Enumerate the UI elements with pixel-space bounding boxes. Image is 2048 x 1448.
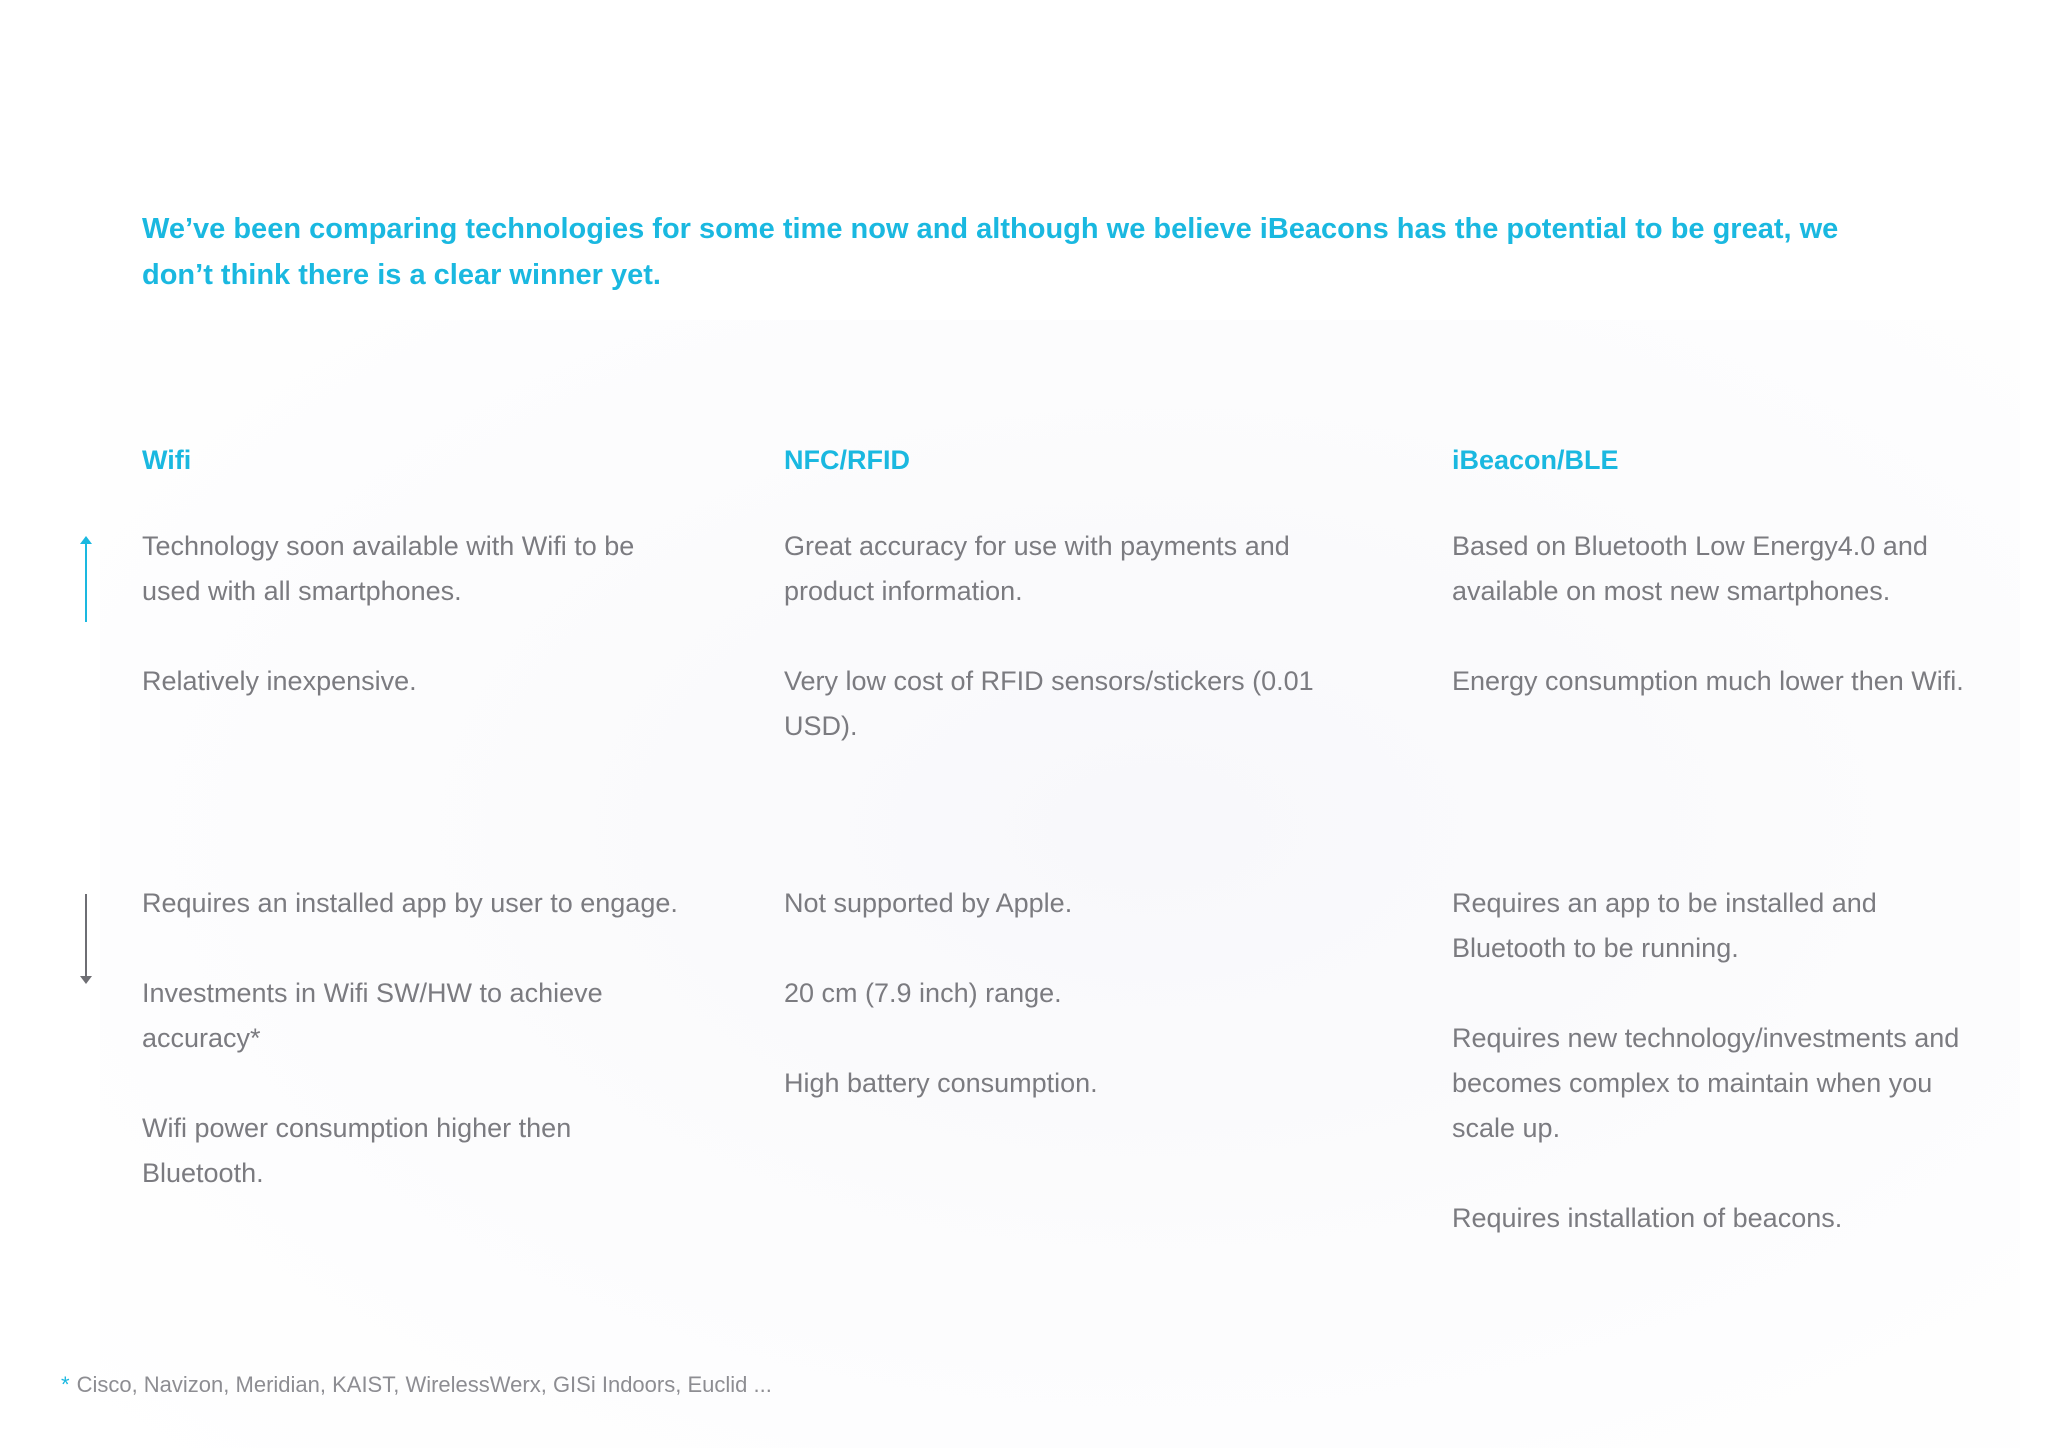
con-point: Wifi power consumption higher then Bluetooth.	[142, 1113, 572, 1188]
pros-list	[784, 524, 1324, 794]
pro-point: Great accuracy for use with payments and product information.	[784, 531, 1290, 606]
column-title: Wifi	[142, 445, 192, 475]
arrow-up-icon	[76, 536, 96, 622]
pros-list	[1452, 524, 1992, 749]
column-title: iBeacon/BLE	[1452, 445, 1619, 475]
pro-point: Energy consumption much lower then Wifi.	[1452, 666, 1964, 696]
column-ibeacon-ble	[1452, 438, 1972, 1233]
con-point: High battery consumption.	[784, 1068, 1098, 1098]
footnote	[61, 1370, 772, 1400]
con-point: Requires an app to be installed and Bluetooth to be running.	[1452, 888, 1877, 963]
pro-point: Relatively inexpensive.	[142, 666, 417, 696]
column-title: NFC/RFID	[784, 445, 910, 475]
cons-list	[784, 881, 1324, 1151]
footnote-mark: *	[61, 1372, 70, 1397]
pro-point: Based on Bluetooth Low Energy4.0 and available on most new smartphones.	[1452, 531, 1928, 606]
intro-heading: We’ve been comparing technologies for some time now and although we believe iBeacons has the potential to be great, we don’t think there is a clear winner yet.	[142, 213, 1839, 291]
con-point: Requires installation of beacons.	[1452, 1203, 1843, 1233]
con-point: Not supported by Apple.	[784, 888, 1073, 918]
cons-list	[1452, 881, 1992, 1286]
cons-list	[142, 881, 682, 1241]
pro-point: Technology soon available with Wifi to be used with all smartphones.	[142, 531, 635, 606]
con-point: 20 cm (7.9 inch) range.	[784, 978, 1062, 1008]
pro-point: Very low cost of RFID sensors/stickers (0.01 USD).	[784, 666, 1314, 741]
column-nfc-rfid	[784, 438, 1314, 1098]
footnote-text: Cisco, Navizon, Meridian, KAIST, WirelessWerx, GISi Indoors, Euclid ...	[76, 1372, 772, 1397]
arrow-down-icon	[76, 894, 96, 984]
column-wifi	[142, 438, 678, 1188]
pros-list	[142, 524, 682, 749]
con-point: Requires an installed app by user to engage.	[142, 888, 678, 918]
con-point: Requires new technology/investments and becomes complex to maintain when you scale up.	[1452, 1023, 1960, 1143]
con-point: Investments in Wifi SW/HW to achieve accuracy*	[142, 978, 603, 1053]
